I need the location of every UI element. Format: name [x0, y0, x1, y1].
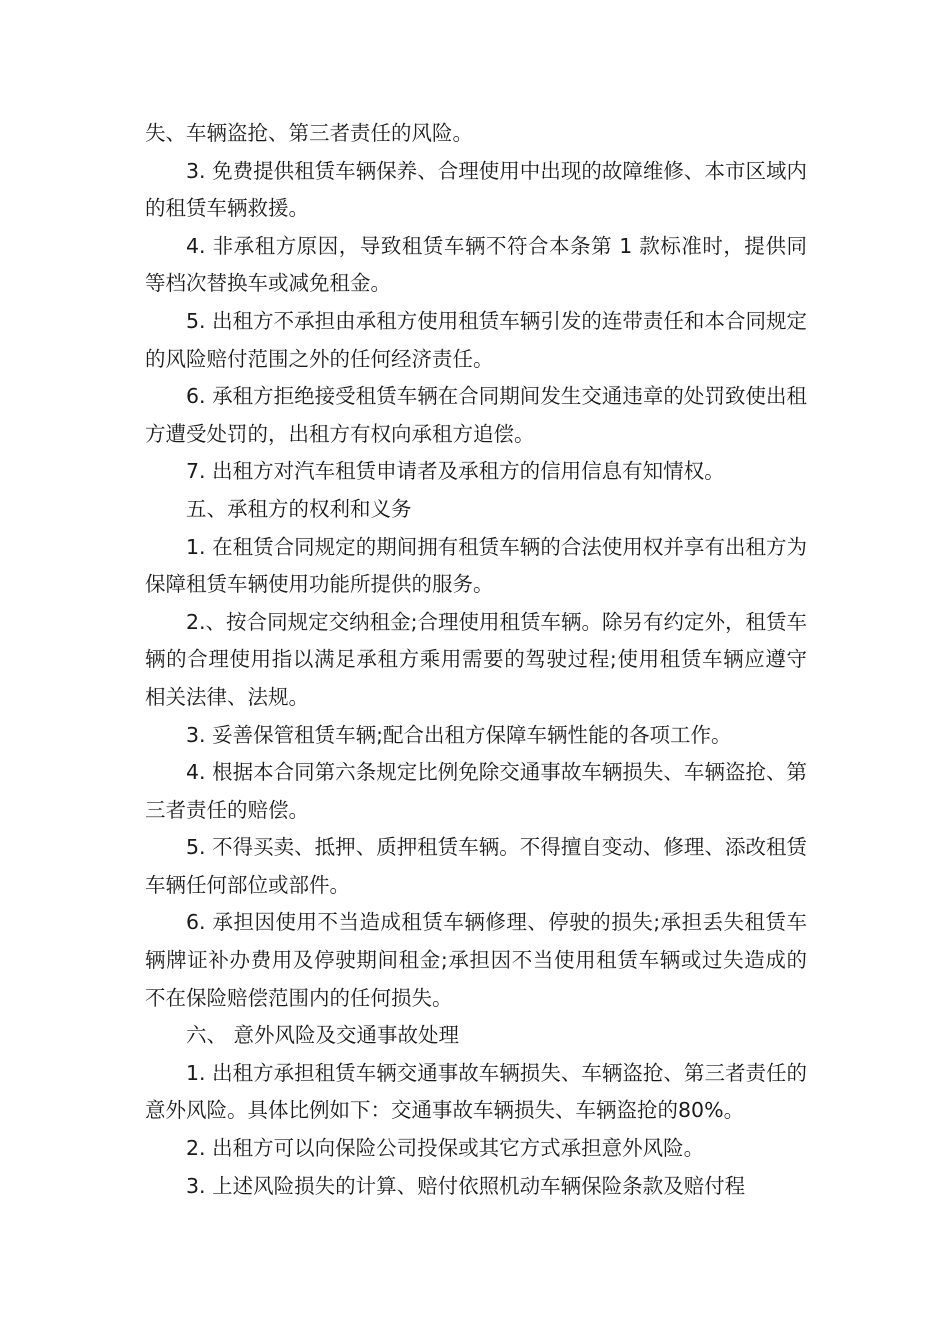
paragraph-item-6: 6. 承担因使用不当造成租赁车辆修理、停驶的损失;承担丢失租赁车辆牌证补办费用及停驶期间租金;承担因不当使用租赁车辆或过失造成的不在保险赔偿范围内的任何损失。 — [145, 910, 807, 1010]
document-body — [145, 115, 807, 1205]
paragraph-item-4: 4. 非承租方原因，导致租赁车辆不符合本条第 1 款标准时，提供同等档次替换车或减免租金。 — [145, 233, 807, 296]
paragraph-item-3: 3. 妥善保管租赁车辆;配合出租方保障车辆性能的各项工作。 — [186, 722, 732, 747]
section-heading-5: 五、承租方的权利和义务 — [186, 496, 412, 521]
paragraph-item-7: 7. 出租方对汽车租赁申请者及承租方的信用信息有知情权。 — [186, 459, 725, 484]
paragraph-item-5: 5. 出租方不承担由承租方使用租赁车辆引发的连带责任和本合同规定的风险赔付范围之外的任何经济责任。 — [145, 308, 807, 371]
paragraph-item-3: 3. 上述风险损失的计算、赔付依照机动车辆保险条款及赔付程 — [186, 1173, 746, 1198]
paragraph-item-6: 6. 承租方拒绝接受租赁车辆在合同期间发生交通违章的处罚致使出租方遭受处罚的，出租方有权向承租方追偿。 — [145, 384, 807, 446]
paragraph-item-1: 1. 出租方承担租赁车辆交通事故车辆损失、车辆盗抢、第三者责任的意外风险。具体比例如下：交通事故车辆损失、车辆盗抢的80%。 — [145, 1060, 807, 1123]
paragraph-item-2: 2. 出租方可以向保险公司投保或其它方式承担意外风险。 — [186, 1136, 705, 1161]
paragraph-item-2: 2.、按合同规定交纳租金;合理使用租赁车辆。除另有约定外，租赁车辆的合理使用指以满足承租方乘用需要的驾驶过程;使用租赁车辆应遵守相关法律、法规。 — [145, 609, 807, 709]
section-heading-6: 六、 意外风险及交通事故处理 — [186, 1023, 460, 1048]
paragraph-item-1: 1. 在租赁合同规定的期间拥有租赁车辆的合法使用权并享有出租方为保障租赁车辆使用功能所提供的服务。 — [145, 534, 807, 597]
paragraph-item-4: 4. 根据本合同第六条规定比例免除交通事故车辆损失、车辆盗抢、第三者责任的赔偿。 — [145, 760, 807, 822]
paragraph-continuation: 失、车辆盗抢、第三者责任的风险。 — [145, 121, 473, 145]
paragraph-item-5: 5. 不得买卖、抵押、质押租赁车辆。不得擅自变动、修理、添改租赁车辆任何部位或部件。 — [145, 835, 807, 897]
paragraph-item-3: 3. 免费提供租赁车辆保养、合理使用中出现的故障维修、本市区域内的租赁车辆救援。 — [145, 158, 807, 221]
